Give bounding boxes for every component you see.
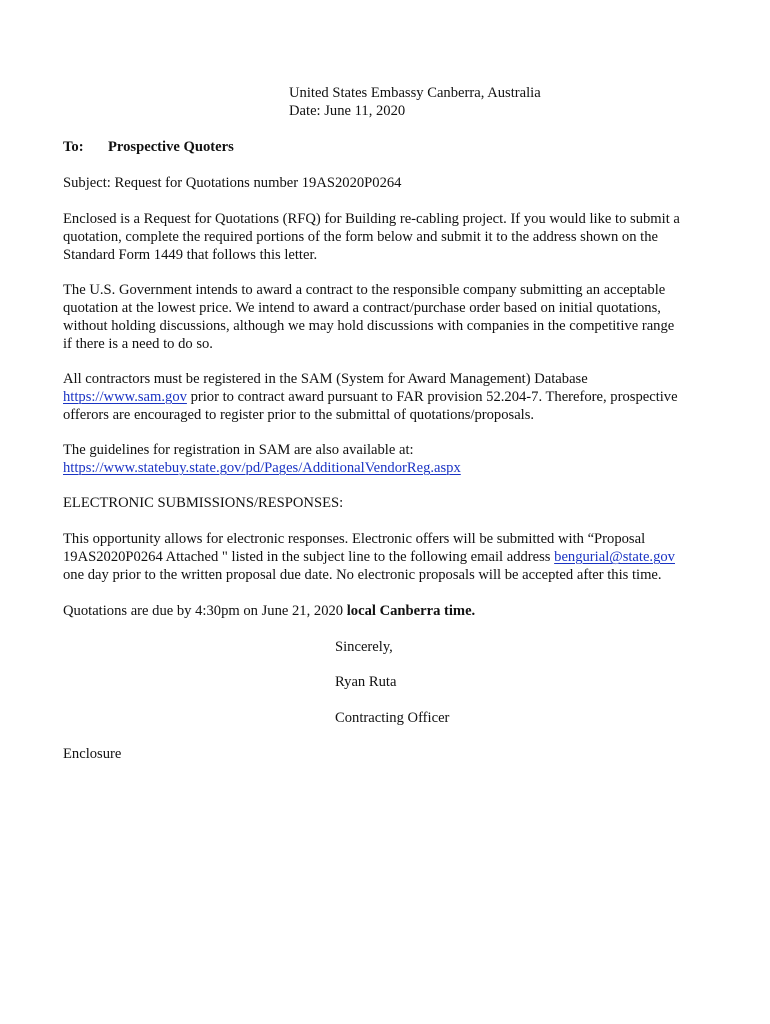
p3-line3: offerors are encouraged to register prior to the submittal of quotations/proposals. xyxy=(63,407,535,423)
p5-line2 xyxy=(63,549,675,567)
p5-line2-text: 19AS2020P0264 Attached " listed in the subject line to the following email address xyxy=(63,549,555,565)
due-line xyxy=(63,603,475,621)
due-bold-text: local Canberra time. xyxy=(346,603,476,619)
p4-line1: The guidelines for registration in SAM are also available at: xyxy=(63,442,414,458)
letter-date: Date: June 11, 2020 xyxy=(289,103,406,119)
p3-line2 xyxy=(63,389,678,407)
p1-line1: Enclosed is a Request for Quotations (RFQ) for Building re-cabling project. If you would like to submit a xyxy=(63,211,680,227)
p1-line2: quotation, complete the required portions of the form below and submit it to the address shown on the xyxy=(63,229,658,245)
p2-line4: if there is a need to do so. xyxy=(63,336,213,352)
statebuy-link[interactable]: https://www.statebuy.state.gov/pd/Pages/AdditionalVendorReg.aspx xyxy=(63,460,461,476)
to-label: To: xyxy=(63,139,84,155)
sam-gov-link[interactable]: https://www.sam.gov xyxy=(63,389,187,405)
email-link[interactable]: bengurial@state.gov xyxy=(554,549,675,565)
to-recipient: Prospective Quoters xyxy=(108,139,234,155)
p2-line2: quotation at the lowest price. We intend to award a contract/purchase order based on initial quotations, xyxy=(63,300,661,316)
p5-line1: This opportunity allows for electronic responses. Electronic offers will be submitted with “Proposal xyxy=(63,531,646,547)
subject-line: Subject: Request for Quotations number 19AS2020P0264 xyxy=(63,175,402,191)
p1-line3: Standard Form 1449 that follows this letter. xyxy=(63,247,318,263)
p4-line2 xyxy=(63,460,461,478)
p2-line1: The U.S. Government intends to award a contract to the responsible company submitting an acceptable xyxy=(63,282,666,298)
p5-line3: one day prior to the written proposal due date. No electronic proposals will be accepted after this time. xyxy=(63,567,662,583)
enclosure-label: Enclosure xyxy=(63,746,122,762)
p2-line3: without holding discussions, although we may hold discussions with companies in the competitive range xyxy=(63,318,675,334)
electronic-heading: ELECTRONIC SUBMISSIONS/RESPONSES: xyxy=(63,495,344,511)
signatory-title: Contracting Officer xyxy=(335,710,450,726)
p3-line1: All contractors must be registered in the SAM (System for Award Management) Database xyxy=(63,371,588,387)
p3-line2-text: prior to contract award pursuant to FAR provision 52.204-7. Therefore, prospective xyxy=(186,389,678,405)
closing-sincerely: Sincerely, xyxy=(335,639,393,655)
signatory-name: Ryan Ruta xyxy=(335,674,397,690)
embassy-header: United States Embassy Canberra, Australia xyxy=(289,85,541,101)
due-text: Quotations are due by 4:30pm on June 21, 2020 xyxy=(63,603,347,619)
